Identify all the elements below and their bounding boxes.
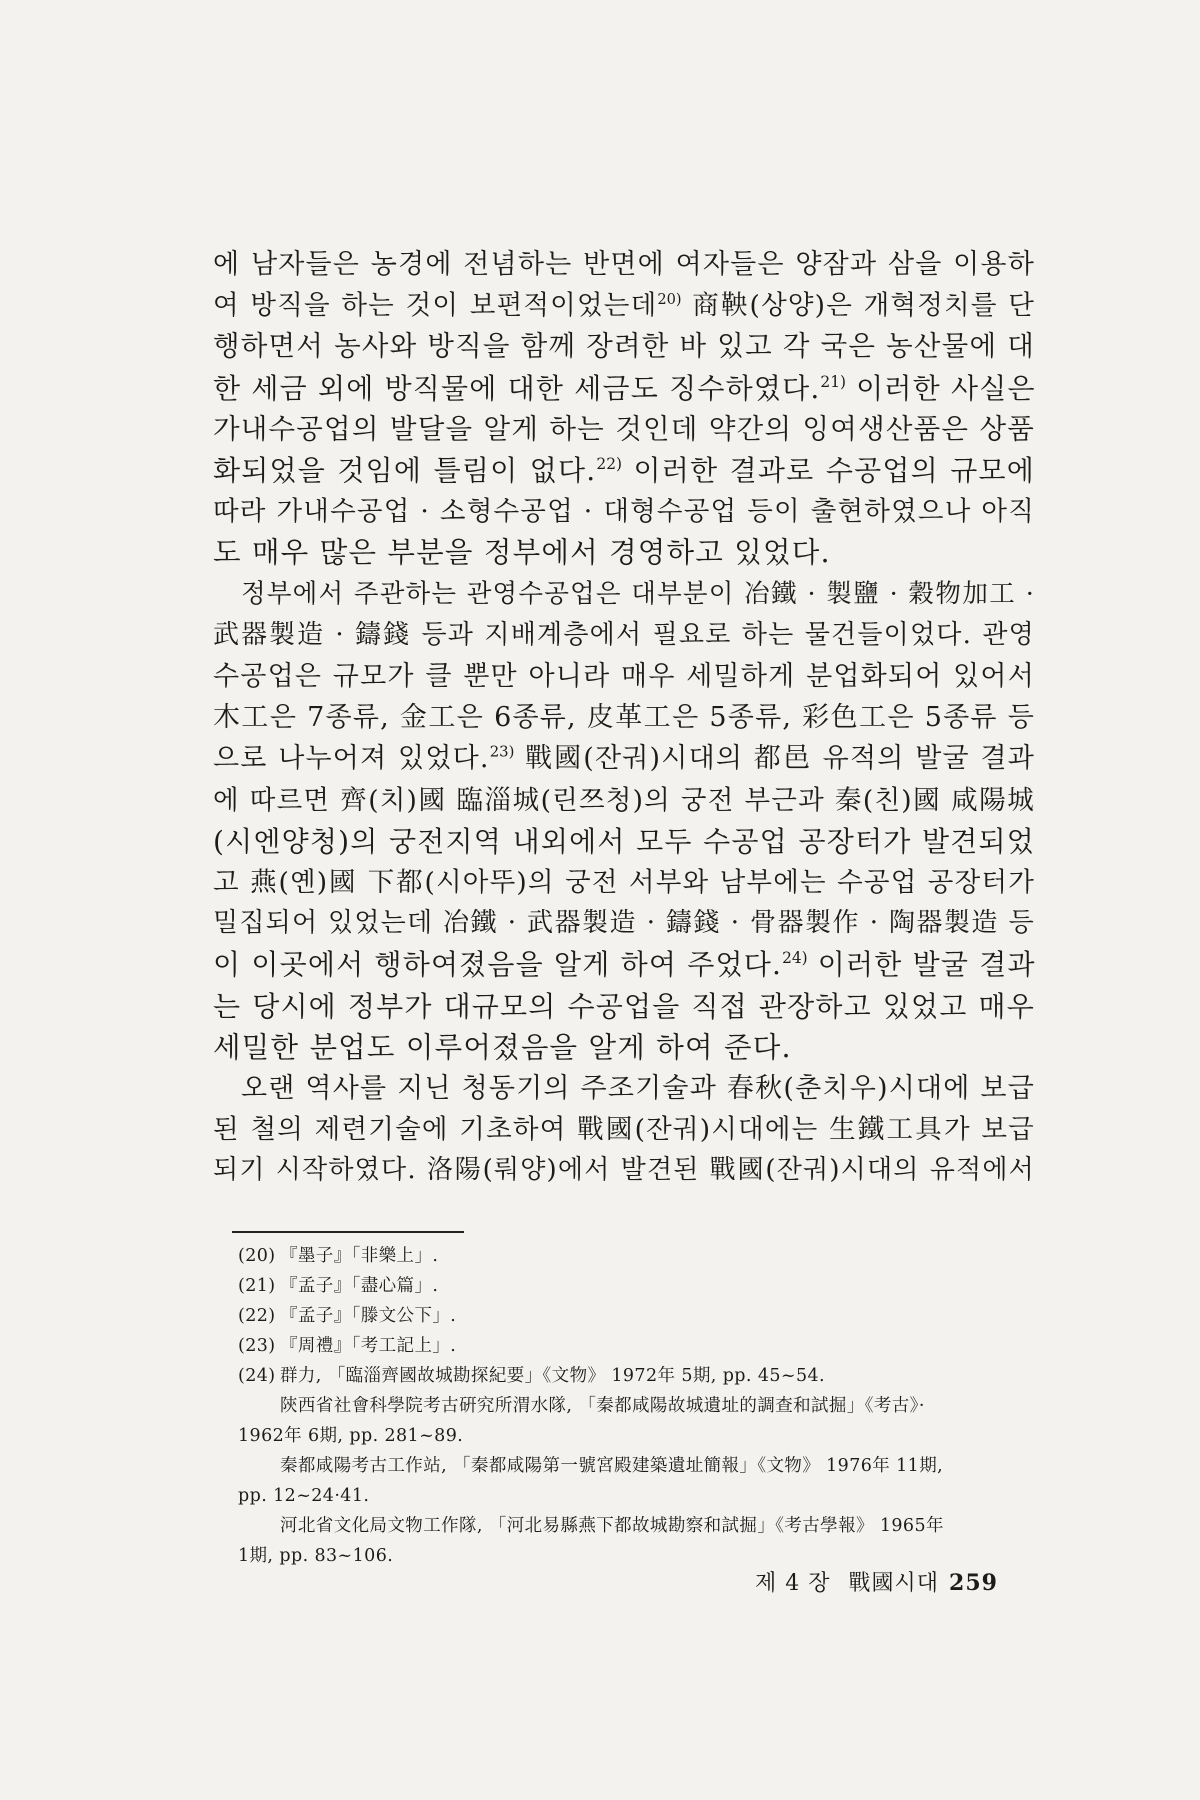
text-line: 木工은 7종류, 金工은 6종류, 皮革工은 5종류, 彩色工은 5종류 등 <box>213 702 1035 734</box>
body-text <box>213 244 1035 1192</box>
text-line: 도 매우 많은 부분을 정부에서 경영하고 있었다. <box>213 536 831 570</box>
text-line: 에 남자들은 농경에 전념하는 반면에 여자들은 양잠과 삼을 이용하 <box>213 249 1035 280</box>
footnote: (20) 『墨子』「非樂上」. <box>238 1246 439 1266</box>
text-line: 되기 시작하였다. 洛陽(뤄양)에서 발견된 戰國(잔궈)시대의 유적에서 <box>213 1155 1035 1186</box>
text-line: 수공업은 규모가 클 뿐만 아니라 매우 세밀하게 분업화되어 있어서 <box>213 661 1035 693</box>
text-line: 이 이곳에서 행하여졌음을 알게 하여 주었다.$^{24)}$ 이러한 발굴 결과 <box>213 948 1036 982</box>
footnote-continuation: pp. 12~24·41. <box>238 1486 370 1506</box>
footnote-ref: 24) <box>782 949 808 968</box>
text-line: 정부에서 주관하는 관영수공업은 대부분이 冶鐵 · 製鹽 · 穀物加工 · <box>241 578 1035 609</box>
text-line: (시엔양청)의 궁전지역 내외에서 모두 수공업 공장터가 발견되었 <box>213 824 1035 858</box>
text-line: 밀집되어 있었는데 冶鐵 · 武器製造 · 鑄錢 · 骨器製作 · 陶器製造 등 <box>213 908 1035 939</box>
footnote-ref: 20) <box>657 291 682 309</box>
text-line: 세밀한 분업도 이루어졌음을 알게 하여 준다. <box>213 1030 792 1064</box>
text-line: 오랜 역사를 지닌 청동기의 주조기술과 春秋(춘치우)시대에 보급 <box>241 1073 1035 1105</box>
footnote-ref: 21) <box>820 372 847 391</box>
chapter-label: 제 4 장 <box>755 1571 831 1596</box>
footnote-continuation: 1962年 6期, pp. 281~89. <box>238 1426 464 1446</box>
running-footer <box>755 1566 998 1597</box>
footnote-divider <box>232 1231 464 1233</box>
footnotes <box>238 1241 1038 1571</box>
footnote: (23) 『周禮』「考工記上」. <box>238 1336 457 1356</box>
text-line: 으로 나누어져 있었다.$^{23)}$ 戰國(잔궈)시대의 都邑 유적의 발굴 결과 <box>213 743 1036 775</box>
text-line: 행하면서 농사와 방직을 함께 장려한 바 있고 각 국은 농산물에 대 <box>213 330 1035 363</box>
footnote: (24) 群力, 「臨淄齊國故城勘探紀要」《文物》 1972年 5期, pp. 45~54. <box>238 1366 825 1386</box>
text-line: 에 따르면 齊(치)國 臨淄城(린쯔청)의 궁전 부근과 秦(친)國 咸陽城 <box>213 784 1035 816</box>
footnote-continuation: 陝西省社會科學院考古硏究所渭水隊, 「秦都咸陽故城遺址的調查和試掘」《考古》· <box>280 1396 925 1416</box>
text-line: 따라 가내수공업 · 소형수공업 · 대형수공업 등이 출현하였으나 아직 <box>213 496 1035 528</box>
footnote: (21) 『孟子』「盡心篇」. <box>238 1276 439 1296</box>
footnote-continuation: 河北省文化局文物工作隊, 「河北易縣燕下都故城勘察和試掘」《考古學報》 1965年 <box>280 1516 944 1536</box>
section-title: 戰國시대 <box>848 1571 940 1596</box>
page-number: 259 <box>949 1570 998 1596</box>
text-line: 여 방직을 하는 것이 보편적이었는데$^{20)}$ 商鞅(상양)은 개혁정치를 단 <box>213 290 1036 322</box>
text-line: 武器製造 · 鑄錢 등과 지배계층에서 필요로 하는 물건들이었다. 관영 <box>213 619 1035 650</box>
text-line: 가내수공업의 발달을 알게 하는 것인데 약간의 잉여생산품은 상품 <box>213 412 1035 445</box>
footnote-ref: 23) <box>489 743 515 762</box>
text-line: 는 당시에 정부가 대규모의 수공업을 직접 관장하고 있었고 매우 <box>213 989 1035 1023</box>
text-line: 된 철의 제련기술에 기초하여 戰國(잔궈)시대에는 生鐵工具가 보급 <box>213 1114 1035 1146</box>
footnote: (22) 『孟子』「滕文公下」. <box>238 1306 457 1326</box>
text-line: 화되었을 것임에 틀림이 없다.$^{22)}$ 이러한 결과로 수공업의 규모에 <box>213 454 1035 488</box>
text-line: 한 세금 외에 방직물에 대한 세금도 징수하였다.$^{21)}$ 이러한 사실은 <box>213 371 1036 405</box>
footnote-continuation: 秦都咸陽考古工作站, 「秦都咸陽第一號宮殿建築遺址簡報」《文物》 1976年 11期, <box>280 1456 944 1476</box>
text-line: 고 燕(옌)國 下都(시아뚜)의 궁전 서부와 남부에는 수공업 공장터가 <box>213 867 1035 899</box>
footnote-continuation: 1期, pp. 83~106. <box>238 1546 394 1566</box>
footnote-ref: 22) <box>596 455 622 474</box>
